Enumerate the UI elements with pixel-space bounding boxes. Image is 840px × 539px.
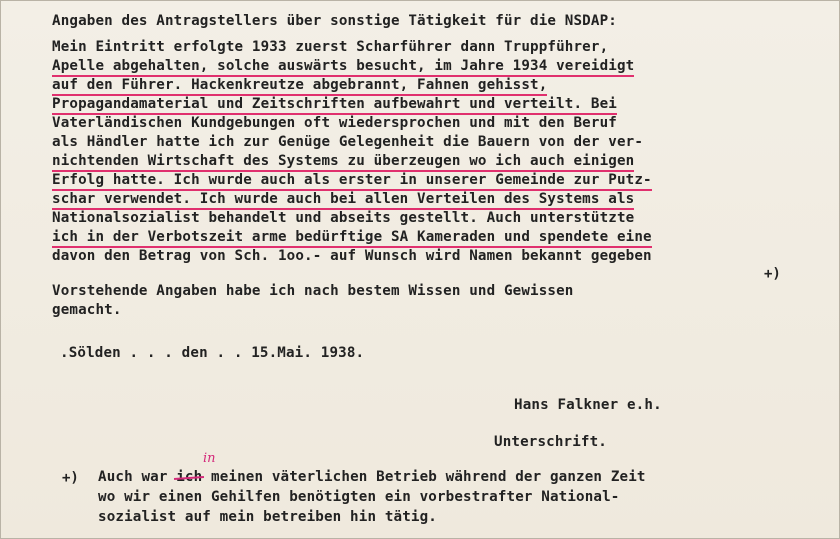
footnote-text: Auch war	[98, 469, 177, 485]
body-line-text: auf den Führer. Hackenkreutze abgebrannt, Fahnen gehisst,	[52, 77, 547, 96]
signature-label: Unterschrift.	[494, 434, 607, 450]
footnote-line	[98, 470, 646, 484]
body-line	[52, 173, 652, 187]
body-line	[52, 78, 547, 92]
body-line-text: nichtenden Wirtschaft des Systems zu überzeugen wo ich auch einigen	[52, 153, 634, 172]
signature-name: Hans Falkner e.h.	[514, 397, 662, 413]
body-line: Vaterländischen Kundgebungen oft wiedersprochen und mit den Beruf	[52, 115, 617, 131]
body-line: als Händler hatte ich zur Genüge Gelegenheit die Bauern von der ver-	[52, 134, 644, 150]
declaration-line: gemacht.	[52, 302, 122, 318]
footnote-line: wo wir einen Gehilfen benötigten ein vorbestrafter National-	[98, 489, 620, 505]
place-date: .Sölden . . . den . . 15.Mai. 1938.	[60, 345, 365, 361]
handwritten-insert: in	[203, 451, 216, 466]
plus-marker: +)	[764, 266, 781, 282]
document-heading: Angaben des Antragstellers über sonstige Tätigkeit für die NSDAP:	[52, 13, 617, 29]
footnote-text: meinen väterlichen Betrieb während der ganzen Zeit	[202, 469, 646, 485]
footnote-marker: +)	[62, 470, 79, 486]
body-line-text: ich in der Verbotszeit arme bedürftige SA Kameraden und spendete eine	[52, 229, 652, 248]
body-line	[52, 230, 652, 244]
body-line: Nationalsozialist behandelt und abseits gestellt. Auch unterstützte	[52, 210, 635, 226]
body-line-text: Apelle abgehalten, solche auswärts besucht, im Jahre 1934 vereidigt	[52, 58, 634, 77]
footnote-line: sozialist auf mein betreiben hin tätig.	[98, 509, 437, 525]
body-line	[52, 192, 634, 206]
body-line	[52, 59, 634, 73]
body-line	[52, 97, 617, 111]
body-line: davon den Betrag von Sch. 1oo.- auf Wunsch wird Namen bekannt gegeben	[52, 248, 652, 264]
body-line-text: schar verwendet. Ich wurde auch bei allen Verteilen des Systems als	[52, 191, 634, 210]
declaration-line: Vorstehende Angaben habe ich nach bestem Wissen und Gewissen	[52, 283, 574, 299]
body-line	[52, 154, 634, 168]
body-line-text: Erfolg hatte. Ich wurde auch als erster in unserer Gemeinde zur Putz-	[52, 172, 652, 191]
body-line: Mein Eintritt erfolgte 1933 zuerst Scharführer dann Truppführer,	[52, 39, 609, 55]
struck-word: ich	[176, 469, 203, 485]
body-line-text: Propagandamaterial und Zeitschriften aufbewahrt und verteilt. Bei	[52, 96, 617, 115]
